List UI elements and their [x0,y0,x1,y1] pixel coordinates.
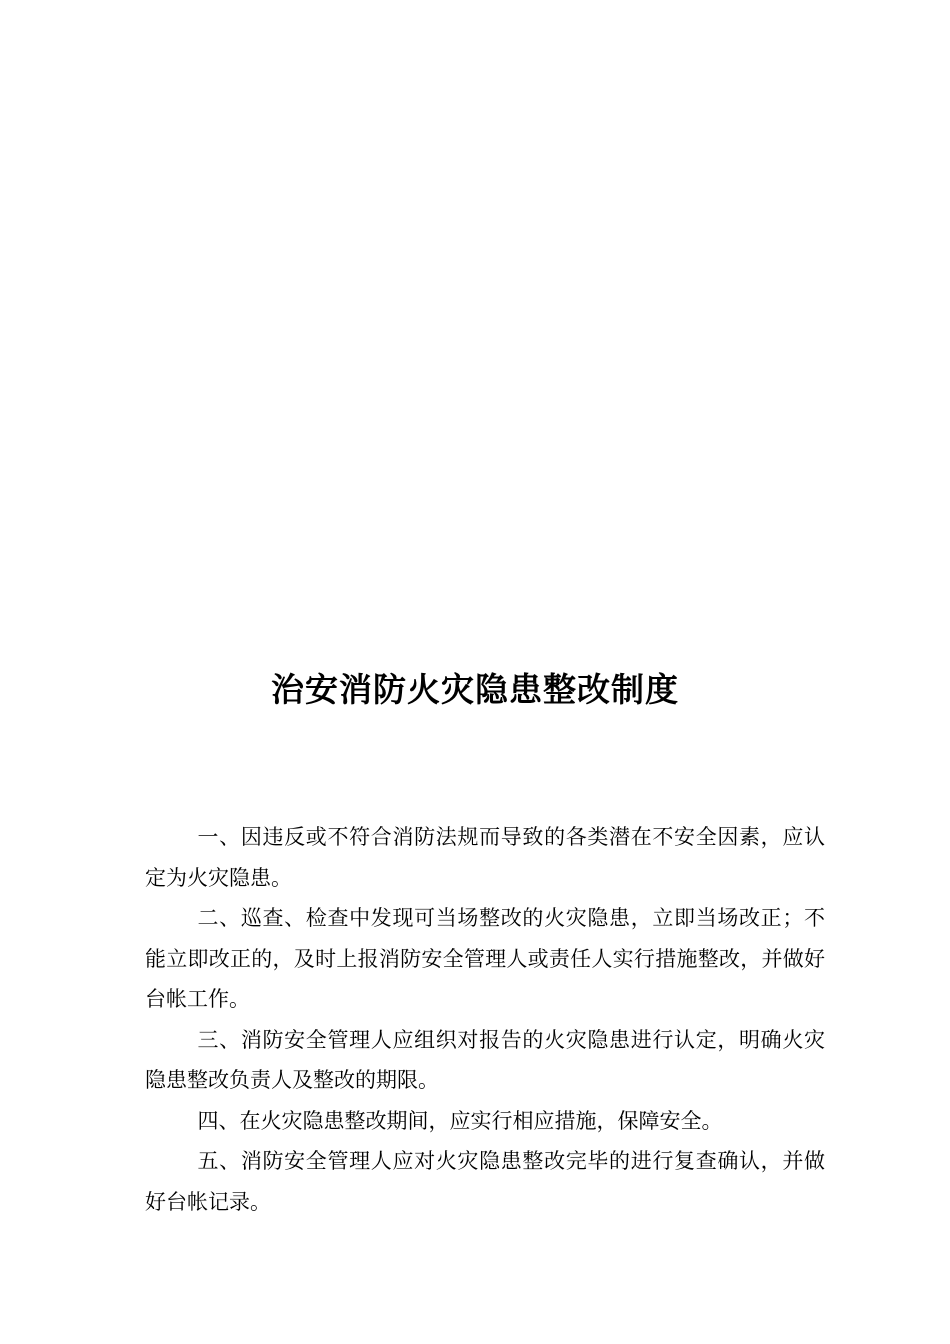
document-body [145,817,825,1222]
paragraph-2: 二、巡查、检查中发现可当场整改的火灾隐患，立即当场改正；不能立即改正的，及时上报消防安全管理人或责任人实行措施整改，并做好台帐工作。 [145,906,825,1011]
paragraph-4: 四、在火灾隐患整改期间，应实行相应措施，保障安全。 [197,1108,723,1133]
paragraph-5: 五、消防安全管理人应对火灾隐患整改完毕的进行复查确认，并做好台帐记录。 [145,1149,825,1214]
paragraph-1: 一、因违反或不符合消防法规而导致的各类潜在不安全因素，应认定为火灾隐患。 [145,825,825,890]
page-title: 治安消防火灾隐患整改制度 [271,670,679,709]
paragraph-3: 三、消防安全管理人应组织对报告的火灾隐患进行认定，明确火灾隐患整改负责人及整改的期限。 [145,1027,825,1092]
